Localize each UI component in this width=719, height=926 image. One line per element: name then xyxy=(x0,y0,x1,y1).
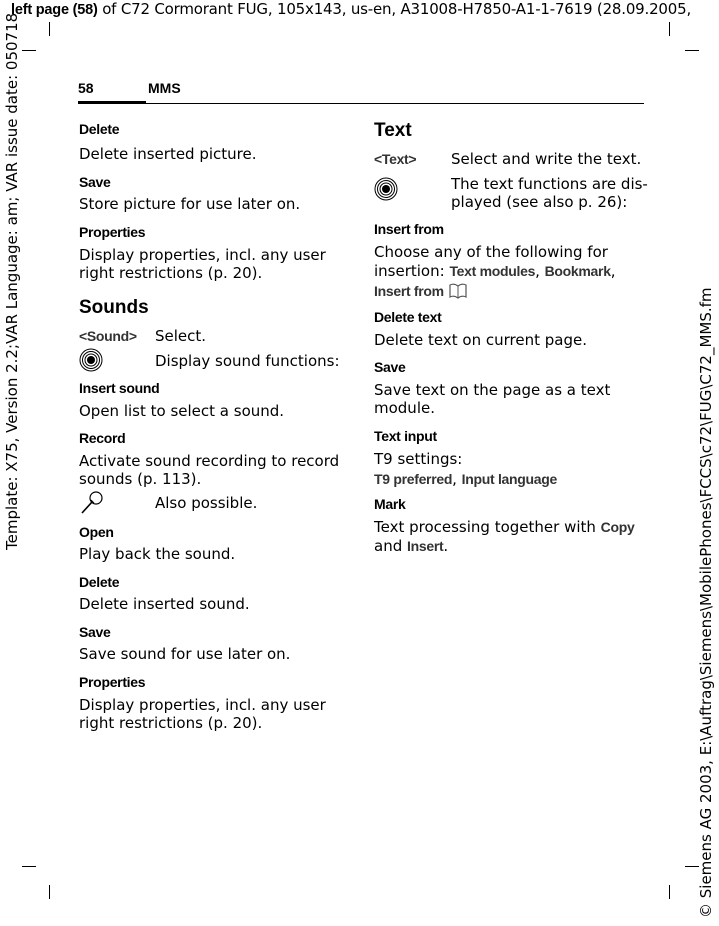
properties-picture-label: Properties xyxy=(79,224,146,240)
delete-picture-label: Delete xyxy=(79,121,120,137)
crop-mark xyxy=(685,50,699,51)
record-label: Record xyxy=(79,430,126,446)
save-sound-label: Save xyxy=(79,624,111,640)
sound-select-text: Select. xyxy=(155,327,207,345)
insert-sound-label: Insert sound xyxy=(79,380,160,396)
mark-and: and xyxy=(374,537,407,555)
header-rule-thin xyxy=(146,103,644,104)
option-input-language: Input language xyxy=(461,471,558,487)
text-input-options xyxy=(374,469,557,488)
open-book-icon xyxy=(449,283,467,299)
open-text: Play back the sound. xyxy=(79,545,236,563)
also-possible-text: Also possible. xyxy=(155,494,258,512)
navigation-key-icon xyxy=(79,348,103,372)
page-number: 58 xyxy=(78,80,94,96)
properties-sound-text-1: Display properties, incl. any user xyxy=(79,696,326,714)
side-right-wrap xyxy=(697,287,717,918)
side-left-text: Template: X75, Version 2.2;VAR Language: am; VAR issue date: 050718 xyxy=(3,12,21,550)
side-right-text: © Siemens AG 2003, E:\Auftrag\Siemens\MobilePhones\FCCS\c72\FUG\C72_MMS.fm xyxy=(697,287,715,918)
text-softkey: <Text> xyxy=(374,151,417,167)
mark-text-1 xyxy=(374,518,634,536)
crop-mark xyxy=(49,885,50,899)
text-input-label: Text input xyxy=(374,428,437,444)
delete-sound-text: Delete inserted sound. xyxy=(79,595,250,613)
properties-picture-text-1: Display properties, incl. any user xyxy=(79,246,326,264)
sounds-heading: Sounds xyxy=(79,297,149,318)
microphone-icon xyxy=(79,490,105,516)
option-bookmark: Bookmark xyxy=(544,263,611,279)
save-text-text-2: module. xyxy=(374,399,435,417)
delete-text-label: Delete text xyxy=(374,309,442,325)
option-t9-preferred: T9 preferred xyxy=(374,471,453,487)
sound-functions-text: Display sound functions: xyxy=(155,352,340,370)
text-heading: Text xyxy=(374,120,412,141)
crop-mark xyxy=(22,866,36,867)
record-text-2: sounds (p. 113). xyxy=(79,470,202,488)
mark-label: Mark xyxy=(374,496,406,512)
insert-sound-text: Open list to select a sound. xyxy=(79,402,285,420)
properties-sound-label: Properties xyxy=(79,674,146,690)
save-picture-label: Save xyxy=(79,174,111,190)
properties-sound-text-2: right restrictions (p. 20). xyxy=(79,714,263,732)
side-left-wrap xyxy=(3,12,23,550)
header-rule-thick xyxy=(78,101,146,104)
option-insert: Insert xyxy=(407,538,444,554)
open-label: Open xyxy=(79,524,114,540)
insert-from-text-2 xyxy=(374,262,615,280)
option-text-modules: Text modules xyxy=(449,263,536,279)
header-rest: of C72 Cormorant FUG, 105x143, us-en, A31008-H7850-A1-1-7619 (28.09.2005, xyxy=(97,0,692,18)
header-bold: left page (58) xyxy=(11,2,98,18)
text-select-text: Select and write the text. xyxy=(451,150,642,168)
delete-picture-text: Delete inserted picture. xyxy=(79,145,257,163)
page-title: MMS xyxy=(148,80,181,96)
mark-prefix: Text processing together with xyxy=(374,518,601,536)
text-functions-2: played (see also p. 26): xyxy=(451,193,628,211)
comma: , xyxy=(452,470,462,488)
comma: , xyxy=(610,262,616,280)
insert-from-label: Insert from xyxy=(374,221,444,237)
insertion-prefix: insertion: xyxy=(374,262,450,280)
delete-text-text: Delete text on current page. xyxy=(374,331,587,349)
save-text-label: Save xyxy=(374,359,406,375)
text-input-text-1: T9 settings: xyxy=(374,450,463,468)
comma: , xyxy=(535,262,545,280)
crop-mark xyxy=(669,885,670,899)
save-sound-text: Save sound for use later on. xyxy=(79,645,291,663)
sound-softkey: <Sound> xyxy=(79,328,137,344)
navigation-key-icon xyxy=(374,177,398,201)
crop-mark xyxy=(49,22,50,36)
mark-text-2 xyxy=(374,537,448,555)
properties-picture-text-2: right restrictions (p. 20). xyxy=(79,264,263,282)
delete-sound-label: Delete xyxy=(79,574,120,590)
text-functions-1: The text functions are dis- xyxy=(451,175,648,193)
option-copy: Copy xyxy=(600,519,635,535)
print-header xyxy=(11,0,691,18)
option-insert-from: Insert from xyxy=(374,283,444,299)
save-picture-text: Store picture for use later on. xyxy=(79,195,301,213)
save-text-text-1: Save text on the page as a text xyxy=(374,381,611,399)
period: . xyxy=(443,537,449,555)
record-text-1: Activate sound recording to record xyxy=(79,452,340,470)
insert-from-text-1: Choose any of the following for xyxy=(374,243,608,261)
insert-from-line-3 xyxy=(374,281,467,300)
crop-mark xyxy=(22,50,36,51)
crop-mark xyxy=(669,22,670,36)
